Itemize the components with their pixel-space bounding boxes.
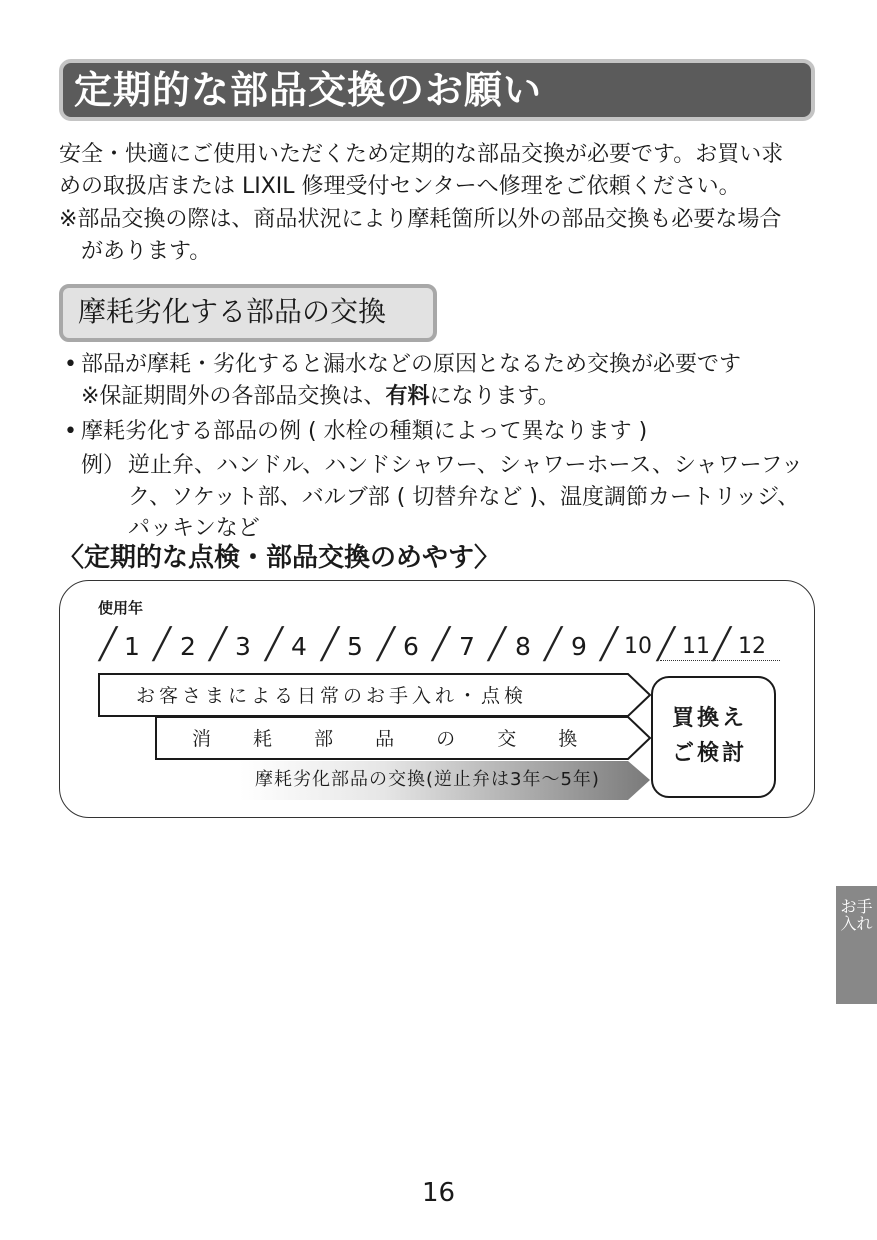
year-slash: ╱ (209, 627, 228, 662)
bullet-1-text: 部品が摩耗・劣化すると漏水などの原因となるため交換が必要です (81, 352, 742, 377)
year-label: 11 (682, 634, 710, 659)
subheading: 摩耗劣化する部品の交換 (78, 295, 387, 328)
bar-wear-parts-label: 摩耗劣化部品の交換(逆止弁は3年〜5年) (255, 769, 600, 790)
example-line-2: ク、ソケット部、バルブ部 ( 切替弁など )、温度調節カートリッジ、 (128, 485, 800, 510)
year-label: 6 (403, 632, 419, 661)
bullet-2-text: 摩耗劣化する部品の例 ( 水栓の種類によって異なります ) (81, 419, 648, 444)
replace-line-2: ご検討 (672, 741, 748, 766)
year-label: 5 (347, 632, 363, 661)
year-slash: ╱ (99, 627, 118, 662)
year-slash: ╱ (713, 627, 732, 662)
year-slash: ╱ (488, 627, 507, 662)
bar-consumables-label: 消 耗 部 品 の 交 換 (192, 728, 596, 750)
year-slash: ╱ (657, 627, 676, 662)
year-label: 3 (235, 632, 251, 661)
year-slash: ╱ (377, 627, 396, 662)
intro-line-2: めの取扱店または LIXIL 修理受付センターへ修理をご依頼ください。 (59, 174, 741, 199)
intro-note-line-1: ※部品交換の際は、商品状況により摩耗箇所以外の部品交換も必要な場合 (59, 207, 782, 232)
bullet-dot-1: • (64, 352, 77, 377)
years-caption: 使用年 (98, 599, 144, 617)
year-slash: ╱ (265, 627, 284, 662)
example-line-3: パッキンなど (128, 516, 260, 541)
example-line-1: 逆止弁、ハンドル、ハンドシャワー、シャワーホース、シャワーフッ (128, 453, 803, 478)
guide-heading: 〈定期的な点検・部品交換のめやす〉 (58, 543, 501, 573)
example-label: 例） (81, 453, 126, 478)
year-label: 10 (624, 634, 652, 659)
year-slash: ╱ (321, 627, 340, 662)
year-label: 8 (515, 632, 531, 661)
intro-note-line-2: があります。 (81, 239, 212, 264)
year-slash: ╱ (432, 627, 451, 662)
replace-line-1: 買換え (672, 706, 748, 731)
replace-consider-box (651, 676, 776, 798)
year-label: 12 (738, 634, 766, 659)
bullet-dot-2: • (64, 419, 77, 444)
bullet-1-note-post: になります。 (429, 384, 560, 409)
year-label: 1 (124, 632, 140, 661)
year-slash: ╱ (153, 627, 172, 662)
side-tab-label: お手入れ (840, 897, 873, 933)
year-slash: ╱ (544, 627, 563, 662)
bar-inspection-label: お客さまによる日常のお手入れ・点検 (136, 685, 528, 707)
year-label: 7 (459, 632, 475, 661)
year-label: 4 (291, 632, 307, 661)
bullet-1-note-pre: ※保証期間外の各部品交換は、 (81, 384, 386, 409)
year-label: 2 (180, 632, 196, 661)
page-title: 定期的な部品交換のお願い (74, 68, 543, 112)
year-slash: ╱ (600, 627, 619, 662)
intro-line-1: 安全・快適にご使用いただくため定期的な部品交換が必要です。お買い求 (59, 142, 784, 167)
bullet-1-note-bold: 有料 (385, 384, 430, 409)
page-number: 16 (421, 1178, 456, 1208)
year-label: 9 (571, 632, 587, 661)
